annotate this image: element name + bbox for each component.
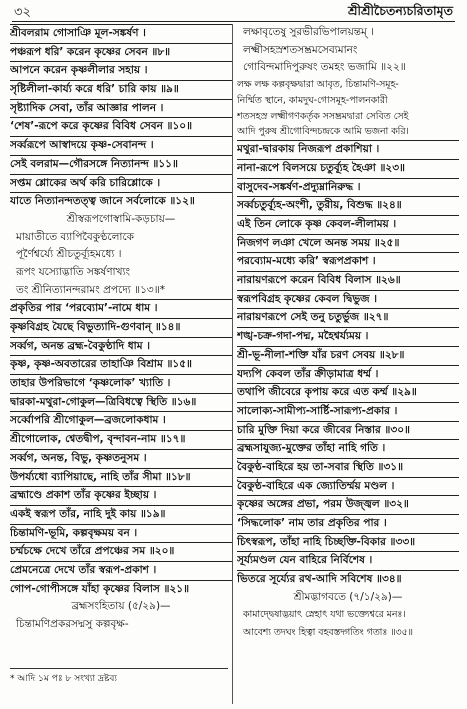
verse-line: ব্রহ্মাণ্ডে প্রকাশ তাঁর কৃষ্ণের ইচ্ছায় । — [10, 486, 232, 506]
verse-line: নারায়ণরূপে করেন বিবিধ বিলাস ॥২৬॥ — [237, 274, 401, 287]
verse-line: রূপং যস্যোদ্ভাতি সঙ্কর্ষণাখ্যং — [16, 265, 131, 278]
verse-line: সৃষ্টিলীলা-কার্য্য করে ধরি’ চারি কায় ॥৯॥ — [10, 83, 179, 96]
verse-line: কৃষ্ণ, কৃষ্ণ-অবতারের তাহাঞি বিশ্রাম ॥১৫॥ — [10, 358, 192, 371]
verse-line: তং শ্রীনিত্যানন্দরামং প্রপদ্যে ॥১৩॥* — [16, 283, 165, 296]
verse-line: একই স্বরূপ তাঁর, নাহি দুই কায় ॥১৯॥ — [10, 507, 166, 520]
verse-line: সর্ব্বগ, অনন্ত ব্রহ্ম-বৈকুণ্ঠাদি ধাম । — [10, 337, 232, 357]
verse-line: শ্রীগোলোক, শ্বেতদ্বীপ, বৃন্দাবন-নাম ॥১৭॥ — [10, 433, 186, 446]
verse-line: শ্রীস্বরূপগোস্বামি-কড়চায়— — [66, 212, 176, 225]
verse-line: সৃষ্ট্যাদিক সেবা, তাঁর আজ্ঞার পালন । — [10, 99, 232, 119]
verse-line: পূর্ণৈশ্বর্য্যে শ্রীচতুর্ব্যূহমধ্যে । — [16, 248, 122, 261]
verse-line: লক্ষাবৃতেষু সুরভীরভিপালয়ন্তম্ । — [243, 26, 374, 38]
column-divider — [232, 24, 233, 704]
verse-line: আদি পুরুষ শ্রীগোবিন্দচন্দ্রকে আমি ভজনা করি। — [237, 126, 409, 138]
verse-line: সর্ব্বোপরি শ্রীগোকুল—ব্রজলোকধাম । — [10, 411, 232, 431]
left-column — [10, 24, 232, 704]
running-title: শ্রীশ্রীচৈতন্যচরিতামৃত — [348, 3, 453, 18]
verse-line: এই তিন লোকে কৃষ্ণ কেবল-লীলাময় । — [237, 215, 459, 235]
verse-line: সেই বলরাম—গৌরসঙ্গে নিত্যানন্দ ॥১১॥ — [10, 157, 178, 170]
verse-line: লক্ষ্মীসহস্রশতসম্ভ্রমসেব্যমানং — [243, 43, 358, 56]
verse-line: লক্ষ লক্ষ কল্পবৃক্ষদ্বারা আবৃত, চিন্তামণি-সমূহ- — [237, 79, 399, 91]
verse-line: পরব্যোম-মধ্যে করি’ স্বরূপপ্রকাশ । — [237, 252, 459, 272]
verse-line: চিৎস্বরূপ, তাঁহা নাহি চিচ্ছক্তি-বিকার ॥৩৩॥ — [237, 535, 416, 548]
verse-line: চারি মুক্তি দিয়া করে জীবের নিস্তার ॥৩০॥ — [237, 423, 410, 436]
verse-line: ব্রহ্মসাযুজ্য-মুক্তের তাঁহা নাহি গতি । — [237, 439, 459, 459]
verse-line: সপ্তম শ্লোকের অর্থ করি চারিশ্লোকে । — [10, 174, 232, 194]
verse-line: সর্ব্বগ, অনন্ত, বিভু, কৃষ্ণতনুসম । — [10, 449, 232, 469]
verse-line: প্রেমনেত্রে দেখে তাঁর স্বরূপ-প্রকাশ । — [10, 561, 232, 581]
verse-line: মথুরা-দ্বারকায় নিজরূপ প্রকাশিয়া । — [237, 140, 459, 160]
verse-line: ‘শেষ’-রূপে করে কৃষ্ণের বিবিধ সেবন ॥১০॥ — [10, 120, 193, 133]
verse-line: সালোক্য-সামীপ্য-সার্ষ্টি-সারূপ্য-প্রকার । — [237, 402, 459, 422]
verse-line: ভিতরে সূর্য্যের রথ-আদি সবিশেষ ॥৩৪॥ — [237, 573, 402, 586]
verse-line: আবেশ্য তদঘং হিত্বা বহবস্তদ্গতিং গতাঃ ॥৩৫॥ — [243, 627, 413, 639]
verse-line: বৈকুণ্ঠ-বাহিরে এক জ্যোতির্ম্ময় মণ্ডল । — [237, 477, 459, 497]
verse-line: বৈকুণ্ঠ-বাহিরে হয় তা-সবার স্থিতি ॥৩১॥ — [237, 460, 404, 473]
right-column — [237, 24, 459, 704]
verse-line: ব্রহ্মসংহিতায় (৫/২৯)— — [71, 600, 171, 613]
verse-line: চর্ম্মচক্ষে দেখে তাঁরে প্রপঞ্চের সম ॥২০॥ — [10, 545, 175, 558]
verse-line: কৃষ্ণের অঙ্গের প্রভা, পরম উজ্জ্বল ॥৩২॥ — [237, 498, 409, 511]
verse-line: স্বরূপবিগ্রহ কৃষ্ণের কেবল দ্বিভুজ । — [237, 290, 459, 310]
verse-line: যদ্যপি কেবল তাঁর ক্রীড়ামাত্র ধর্ম্ম । — [237, 365, 459, 385]
verse-line: আপনে করেন কৃষ্ণলীলার সহায় । — [10, 61, 232, 81]
verse-line: যাতে নিত্যানন্দতত্ত্ব জানে সর্বলোকে ॥১২॥ — [10, 195, 195, 208]
page-number: ৩২ — [14, 5, 31, 20]
verse-line: প্রকৃতির পার ‘পরব্যোম’-নামে ধাম । — [10, 299, 232, 319]
verse-line: দ্বারকা-মথুরা-গোকুল—ত্রিবিধত্বে স্থিতি ॥১৬॥ — [10, 395, 197, 408]
verse-line: সূর্য্যমণ্ডল যেন বাহিরে নির্বিশেষ । — [237, 551, 459, 571]
verse-line: গোবিন্দমাদিপুরুষং তমহং ভজামি ॥২২॥ — [243, 61, 406, 74]
verse-line: তথাপি জীবেরে কৃপায় করে এত কর্ম্ম ॥২৯॥ — [237, 386, 417, 399]
verse-line: কৃষ্ণবিগ্রহ যৈছে বিভুত্যাদি-গুণবান্ ॥১৪॥ — [10, 321, 181, 333]
verse-line: সর্ব্বচতুর্ব্যূহ-অংশী, তুরীয়, বিশুদ্ধ ॥২৪॥ — [237, 199, 402, 212]
verse-line: শ্রী-ভূ-নীলা-শক্তি যাঁর চরণ সেবয় ॥২৮॥ — [237, 348, 405, 361]
verse-line: পঞ্চরূপ ধরি’ করেন কৃষ্ণের সেবন ॥৮॥ — [10, 45, 171, 58]
verse-line: ‘সিদ্ধলোক’ নাম তার প্রকৃতির পার । — [237, 514, 459, 534]
verse-line: নানা-রূপে বিলসয়ে চতুর্ব্যূহ হৈঞা ॥২৩॥ — [237, 161, 405, 174]
verse-line: চিন্তামণিপ্রকরসদ্মসু কল্পবৃক্ষ- — [16, 618, 129, 630]
header-rule — [12, 21, 455, 22]
footnote: * আদি ১ম পঃ ৮ সংখ্যা দ্রষ্টব্য — [10, 668, 228, 686]
verse-line: গোপ-গোপীসঙ্গে যাঁহা কৃষ্ণের বিলাস ॥২১॥ — [10, 582, 190, 595]
verse-line: শ্রীবলরাম গোসাঞি মূল-সঙ্কর্ষণ । — [10, 24, 232, 44]
verse-line: উপর্য্যধো ব্যাপিয়াছে, নাহি তাঁর সীমা ॥১৮॥ — [10, 470, 191, 483]
verse-line: শ্রীমদ্ভাগবতে (৭/১/২৯)— — [293, 590, 403, 603]
verse-line: মায়াতীতে ব্যাপিবৈকুণ্ঠলোকে — [16, 230, 135, 243]
verse-line: বাসুদেব-সঙ্কর্ষণ-প্রদ্যুম্নানিরুদ্ধ । — [237, 178, 459, 198]
verse-line: শতসহস্র লক্ষ্মীগণকর্তৃক সসম্ভ্রমদ্বারা সেবিত সেই — [237, 110, 409, 122]
verse-line: শঙ্খ-চক্র-গদা-পদ্ম, মহৈশ্বর্য্যময় । — [237, 327, 459, 347]
verse-line: নির্ম্মিত স্থানে, কামদুঘ-গোসমূহ-পালনকারী — [237, 94, 388, 106]
verse-line: তাহার উপরিভাগে ‘কৃষ্ণলোক’ খ্যাতি । — [10, 374, 232, 394]
verse-line: নারায়ণরূপে সেই তনু চতুর্ভুজ ॥২৭॥ — [237, 311, 389, 324]
verse-line: নিজগণ লঞা খেলে অনন্ত সময় ॥২৫॥ — [237, 236, 400, 249]
page-header — [0, 0, 467, 22]
verse-line: চিন্তামণি-ভূমি, কল্পবৃক্ষময় বন । — [10, 524, 232, 544]
verse-line: কামাদ্দ্বেষাদ্ভয়াৎ স্নেহাৎ যথা ভক্ত্যেশ্বরে মনঃ। — [243, 609, 406, 621]
verse-line: সর্ব্বরূপে আস্বাদয়ে কৃষ্ণ-সেবানন্দ । — [10, 136, 232, 156]
